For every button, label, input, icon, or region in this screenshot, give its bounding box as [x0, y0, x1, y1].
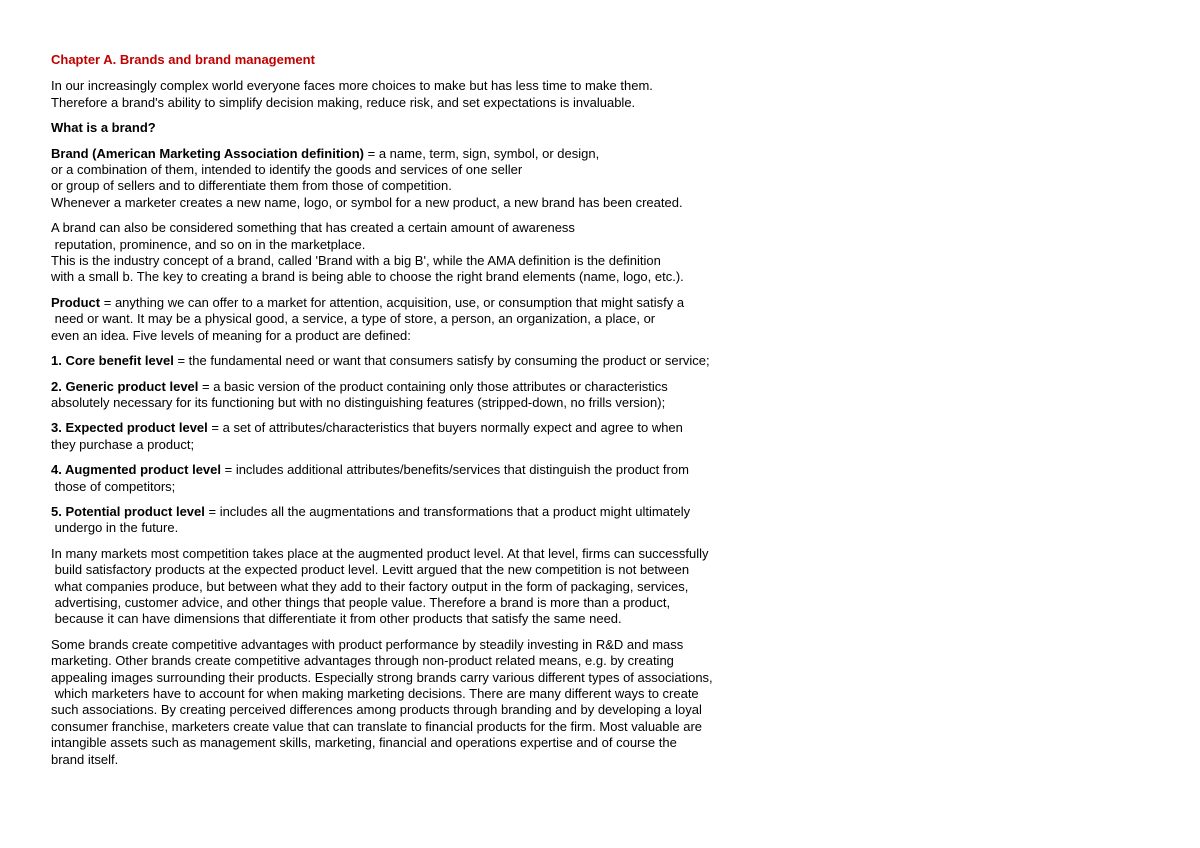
- product-level-3: [51, 420, 811, 453]
- text-line: which marketers have to account for when making marketing decisions. There are many different ways to create: [51, 686, 699, 701]
- level-term: 5. Potential product level: [51, 503, 205, 519]
- document-page: [51, 52, 811, 777]
- level-text: = the fundamental need or want that consumers satisfy by consuming the product or service;: [173, 353, 710, 369]
- text-line: Therefore a brand's ability to simplify decision making, reduce risk, and set expectations is invaluable.: [51, 94, 636, 110]
- level-text: = a basic version of the product containing only those attributes or characteristics: [198, 378, 668, 394]
- text-line: need or want. It may be a physical good, a service, a type of store, a person, an organization, a place, or: [51, 311, 656, 327]
- product-definition-paragraph: [51, 295, 811, 344]
- text-line: In our increasingly complex world everyone faces more choices to make but has less time to make them.: [51, 78, 653, 94]
- level-term: 3. Expected product level: [51, 420, 208, 436]
- level-term: 4. Augmented product level: [51, 462, 221, 478]
- text-line: they purchase a product;: [51, 436, 195, 452]
- text-line: In many markets most competition takes place at the augmented product level. At that level, firms can successfully: [51, 545, 709, 561]
- text-line: what companies produce, but between what they add to their factory output in the form of packaging, services,: [51, 578, 689, 594]
- big-b-paragraph: [51, 220, 811, 286]
- advantages-paragraph: [51, 637, 811, 768]
- definition-text: = anything we can offer to a market for attention, acquisition, use, or consumption that might satisfy a: [100, 294, 685, 310]
- intro-paragraph: [51, 78, 811, 111]
- level-term: 1. Core benefit level: [51, 353, 174, 369]
- text-line: build satisfactory products at the expected product level. Levitt argued that the new competition is not between: [51, 562, 690, 578]
- product-level-2: [51, 379, 811, 412]
- text-line: advertising, customer advice, and other things that people value. Therefore a brand is more than a product,: [51, 594, 671, 610]
- definition-term: Brand (American Marketing Association definition): [51, 145, 365, 161]
- text-line: A brand can also be considered something that has created a certain amount of awareness: [51, 220, 575, 236]
- text-line: [51, 504, 811, 520]
- text-line: with a small b. The key to creating a brand is being able to choose the right brand elements (name, logo, etc.).: [51, 269, 684, 285]
- definition-text: = a name, term, sign, symbol, or design,: [364, 145, 600, 161]
- level-text: = includes all the augmentations and transformations that a product might ultimately: [204, 503, 691, 519]
- competition-paragraph: [51, 546, 811, 628]
- text-line: This is the industry concept of a brand, called 'Brand with a big B', while the AMA definition is the definition: [51, 253, 661, 269]
- text-line: [51, 353, 811, 369]
- text-line: brand itself.: [51, 751, 119, 767]
- text-line: [51, 420, 811, 436]
- definition-term: Product: [51, 294, 101, 310]
- level-text: = a set of attributes/characteristics that buyers normally expect and agree to when: [207, 420, 683, 436]
- text-line: intangible assets such as management skills, marketing, financial and operations expertise and of course the: [51, 735, 677, 751]
- text-line: even an idea. Five levels of meaning for a product are defined:: [51, 327, 411, 343]
- level-term: 2. Generic product level: [51, 378, 199, 394]
- text-line: [51, 295, 811, 311]
- product-level-4: [51, 462, 811, 495]
- text-line: absolutely necessary for its functioning but with no distinguishing features (stripped-down, no frills version);: [51, 394, 666, 410]
- text-line: [51, 379, 811, 395]
- text-line: such associations. By creating perceived differences among products through branding and by developing a loyal: [51, 702, 702, 718]
- text-line: those of competitors;: [51, 478, 176, 494]
- text-line: [51, 462, 811, 478]
- text-line: marketing. Other brands create competitive advantages through non-product related means, e.g. by creating: [51, 653, 674, 669]
- text-line: because it can have dimensions that differentiate it from other products that satisfy the same need.: [51, 611, 622, 627]
- section-heading-what-is-a-brand: What is a brand?: [51, 120, 156, 136]
- product-level-5: [51, 504, 811, 537]
- text-line: appealing images surrounding their products. Especially strong brands carry various different types of associations,: [51, 669, 713, 685]
- brand-definition-paragraph: [51, 146, 811, 212]
- text-line: Whenever a marketer creates a new name, logo, or symbol for a new product, a new brand has been created.: [51, 194, 683, 210]
- chapter-title: Chapter A. Brands and brand management: [51, 52, 315, 67]
- level-text: = includes additional attributes/benefits/services that distinguish the product from: [221, 462, 689, 478]
- text-line: [51, 146, 811, 162]
- text-line: undergo in the future.: [51, 520, 179, 536]
- text-line: consumer franchise, marketers create value that can translate to financial products for the firm. Most valuable are: [51, 718, 703, 734]
- text-line: reputation, prominence, and so on in the marketplace.: [51, 236, 366, 252]
- product-level-1: [51, 353, 811, 369]
- text-line: or a combination of them, intended to identify the goods and services of one seller: [51, 162, 523, 178]
- text-line: Some brands create competitive advantages with product performance by steadily investing in R&D and mass: [51, 636, 684, 652]
- text-line: or group of sellers and to differentiate them from those of competition.: [51, 178, 452, 194]
